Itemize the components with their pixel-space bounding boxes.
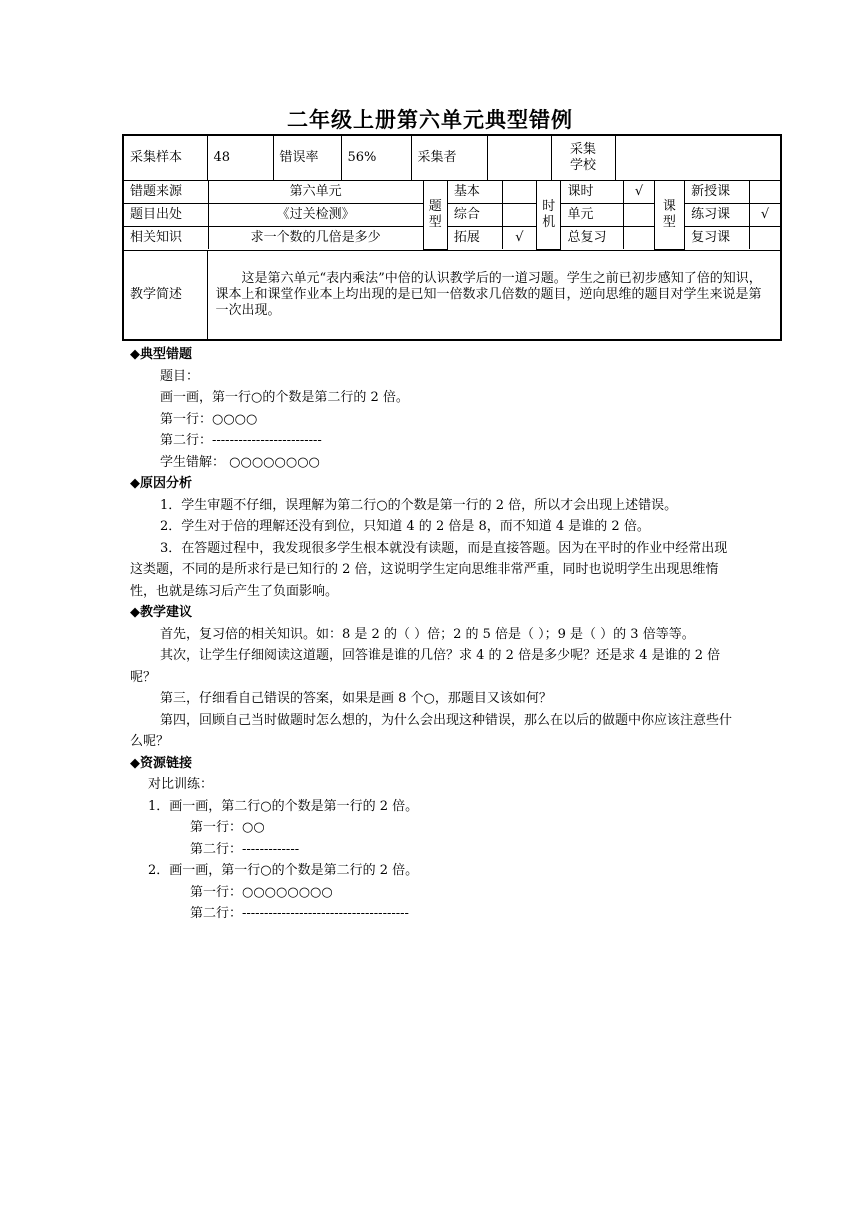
timing-lesson: 课时 [561, 181, 624, 204]
resources-line: 第二行：-------------------------------------- [190, 906, 409, 921]
origin-label: 题目出处 [124, 204, 208, 227]
timing-unit-mark [624, 204, 654, 227]
info-table [122, 134, 782, 341]
cause-heading: ◆原因分析 [130, 476, 192, 491]
sample-value: 48 [207, 135, 273, 181]
advice-paragraph: 首先，复习倍的相关知识。如：8 是 2 的（ ）倍；2 的 5 倍是（ ）；9 是（ ）的 3 倍等等。 [160, 626, 695, 642]
cause-paragraph: 2．学生对于倍的理解还没有到位，只知道 4 的 2 倍是 8，而不知道 4 是谁的 2 倍。 [160, 519, 650, 534]
qtype-basic-mark [502, 181, 536, 204]
qtype-extension: 拓展 [447, 227, 502, 250]
collector-label: 采集者 [411, 135, 487, 181]
typical-line: 第二行：------------------------- [160, 433, 322, 448]
error-rate-value: 56% [341, 135, 411, 181]
typical-line: 画一画，第一行○的个数是第二行的 2 倍。 [160, 390, 409, 405]
ctype-practice-mark: √ [750, 204, 781, 227]
source-value: 第六单元 [208, 181, 423, 204]
timing-unit: 单元 [561, 204, 624, 227]
ctype-new-mark [750, 181, 781, 204]
timing-review: 总复习 [561, 227, 624, 250]
advice-paragraph: 其次，让学生仔细阅读这道题，回答谁是谁的几倍？求 4 的 2 倍是多少呢？还是求 4 是谁的 2 倍呢？ [130, 648, 721, 685]
school-value [615, 135, 781, 181]
resources-line: 2．画一画，第一行○的个数是第二行的 2 倍。 [148, 863, 419, 878]
teaching-label: 教学简述 [123, 250, 207, 340]
collector-value [487, 135, 551, 181]
timing-review-mark [624, 227, 654, 250]
timing-lesson-mark: √ [624, 181, 654, 204]
cause-paragraph: 3．在答题过程中，我发现很多学生根本就没有读题，而是直接答题。因为在平时的作业中经常出现这类题，不同的是所求行是已知行的 2 倍，这说明学生定向思维非常严重，同时也说明学生出现思维惰性，也就是练习后产生了负面影响。 [130, 540, 728, 599]
typical-line: 第一行：○○○○ [160, 411, 258, 427]
typical-line: 学生错解： ○○○○○○○○ [160, 454, 320, 470]
origin-value: 《过关检测》 [208, 204, 423, 227]
advice-paragraph: 第四，回顾自己当时做题时怎么想的，为什么会出现这种错误，那么在以后的做题中你应该注意些什么呢？ [130, 712, 733, 749]
advice-heading: ◆教学建议 [130, 605, 192, 620]
qtype-comprehensive-mark [502, 204, 536, 227]
knowledge-value: 求一个数的几倍是多少 [208, 227, 423, 250]
resources-line: 第一行：○○○○○○○○ [190, 884, 333, 900]
typical-line: 题目： [160, 368, 200, 384]
qtype-extension-mark: √ [502, 227, 536, 250]
resources-line: 1．画一画，第二行○的个数是第一行的 2 倍。 [148, 798, 419, 814]
ctype-new: 新授课 [685, 181, 750, 204]
resources-heading: ◆资源链接 [130, 755, 192, 771]
document-body [130, 344, 740, 925]
resources-line: 第二行：------------- [190, 841, 300, 857]
error-rate-label: 错误率 [273, 135, 341, 181]
sample-label: 采集样本 [123, 135, 207, 181]
cause-paragraph: 1．学生审题不仔细，误理解为第二行○的个数是第一行的 2 倍，所以才会出现上述错误。 [160, 497, 678, 513]
typical-heading: ◆典型错题 [130, 347, 192, 362]
page-title: 二年级上册第六单元典型错例 [287, 108, 573, 132]
qtype-comprehensive: 综合 [447, 204, 502, 227]
advice-paragraph: 第三，仔细看自己错误的答案，如果是画 8 个○，那题目又该如何？ [160, 691, 552, 706]
class-type-label: 课 型 [654, 181, 684, 249]
question-type-label: 题 型 [423, 181, 447, 249]
source-label: 错题来源 [124, 181, 208, 204]
knowledge-label: 相关知识 [124, 227, 208, 250]
ctype-review-mark [750, 227, 781, 250]
resources-line: 对比训练： [148, 777, 214, 792]
ctype-review: 复习课 [685, 227, 750, 250]
resources-line: 第一行：○○ [190, 820, 265, 835]
ctype-practice: 练习课 [685, 204, 750, 227]
teaching-description: 这是第六单元“表内乘法”中倍的认识教学后的一道习题。学生之前已初步感知了倍的知识，课本上和课堂作业本上均出现的是已知一倍数求几倍数的题目，逆向思维的题目对学生来说是第一次出现。 [207, 250, 781, 340]
timing-label: 时 机 [537, 181, 561, 249]
qtype-basic: 基本 [447, 181, 502, 204]
school-label: 采集 学校 [551, 135, 615, 181]
